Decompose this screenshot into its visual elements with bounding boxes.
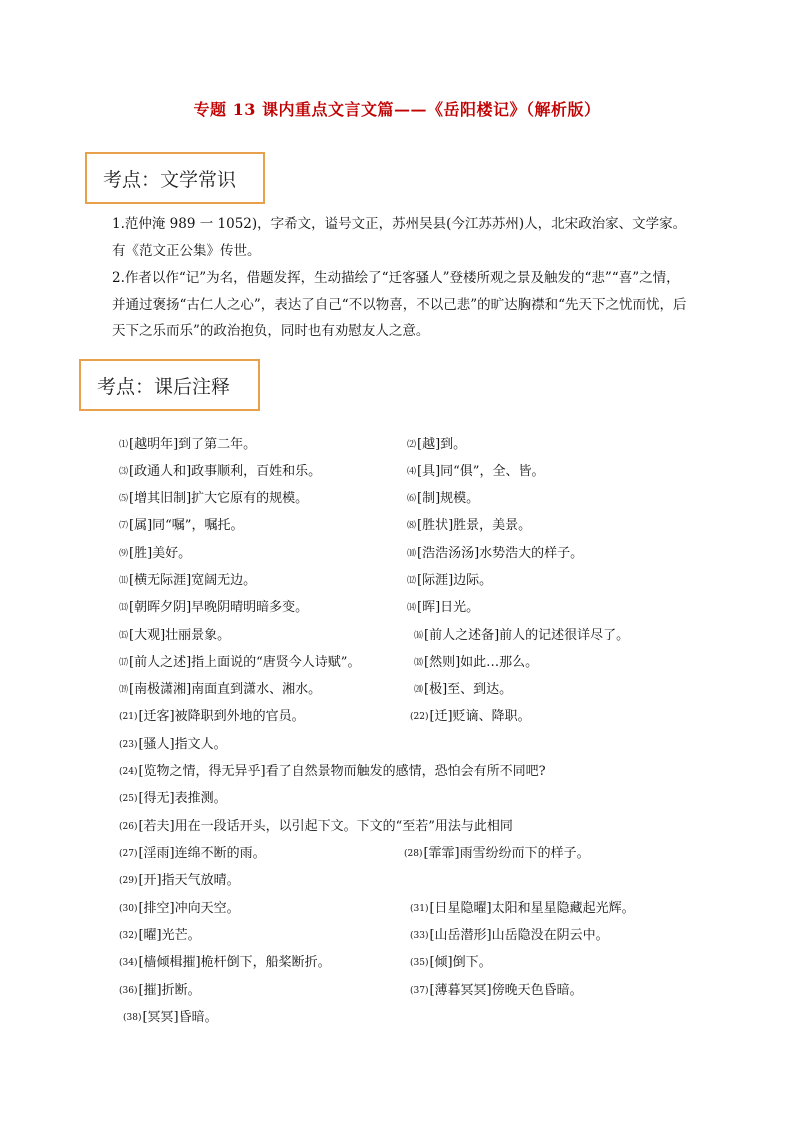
note-text: [胜状]胜景，美景。 <box>417 518 532 533</box>
note-number: ⒅ <box>414 658 424 668</box>
note-text: [迁]贬谪、降职。 <box>429 709 531 724</box>
note-item <box>407 600 479 616</box>
note-text: [薄暮冥冥]傍晚天色昏暗。 <box>429 983 583 998</box>
note-number: ⒀ <box>119 603 129 613</box>
note-number: (24) <box>119 767 138 777</box>
note-number: ⑹ <box>407 494 417 504</box>
note-text: [晖]日光。 <box>417 600 480 615</box>
note-text: [际涯]边际。 <box>417 573 493 588</box>
note-text: [南极潇湘]南面直到潇水、湘水。 <box>129 682 322 697</box>
note-number: (34) <box>119 958 138 968</box>
note-text: [越]到。 <box>417 437 467 452</box>
note-text: [摧]折断。 <box>138 983 201 998</box>
note-item <box>414 655 538 671</box>
note-item <box>119 437 256 453</box>
note-text: [霏霏]雨雪纷纷而下的样子。 <box>423 846 590 861</box>
note-number: (30) <box>119 904 138 914</box>
note-item <box>119 628 230 644</box>
note-item <box>119 846 266 862</box>
note-number: (27) <box>119 849 138 859</box>
note-text: [制]规模。 <box>417 491 480 506</box>
note-number: ⑿ <box>407 576 417 586</box>
note-number: (29) <box>119 876 138 886</box>
note-text: [朝晖夕阴]早晚阴晴明暗多变。 <box>129 600 309 615</box>
note-text: [越明年]到了第二年。 <box>129 437 257 452</box>
note-text: [日星隐曜]太阳和星星隐藏起光辉。 <box>429 901 635 916</box>
note-item <box>119 983 201 999</box>
note-number: (26) <box>119 822 138 832</box>
note-number: ⑺ <box>119 521 129 531</box>
note-text: [增其旧制]扩大它原有的规模。 <box>129 491 309 506</box>
note-item <box>119 791 227 807</box>
note-text: [开]指天气放晴。 <box>138 873 240 888</box>
note-item <box>407 437 466 453</box>
note-item <box>119 737 227 753</box>
note-number: ⑷ <box>407 467 417 477</box>
note-number: ⑼ <box>119 549 129 559</box>
note-item <box>119 464 321 480</box>
note-text: [政通人和]政事顺利，百姓和乐。 <box>129 464 322 479</box>
note-text: [曜]光芒。 <box>138 928 201 943</box>
note-number: ⑾ <box>119 576 129 586</box>
section-heading-label: 考点：课后注释 <box>97 375 231 398</box>
page-title: 专题 13 课内重点文言文篇——《岳阳楼记》（解析版） <box>193 100 601 119</box>
note-number: ⑵ <box>407 440 417 450</box>
note-text: [倾]倒下。 <box>429 955 492 970</box>
note-number: (25) <box>119 794 138 804</box>
note-text: [横无际涯]宽阔无边。 <box>129 573 257 588</box>
note-item <box>407 546 583 562</box>
note-item <box>410 709 531 725</box>
note-item <box>410 955 492 971</box>
note-item <box>119 819 513 835</box>
note-item <box>410 928 609 944</box>
note-item <box>410 901 635 917</box>
note-item <box>404 846 590 862</box>
note-text: [排空]冲向天空。 <box>138 901 240 916</box>
note-item <box>119 546 191 562</box>
note-item <box>119 955 331 971</box>
note-number: ⑽ <box>407 549 417 559</box>
literature-item-2: 2.作者以作“记”为名，借题发挥，生动描绘了“迁客骚人”登楼所观之景及触发的“悲”“喜”之情，并通过褒扬“古仁人之心”，表达了自己“不以物喜，不以己悲”的旷达胸襟和“先天下之忧而忧，后天下之乐而乐”的政治抱负，同时也有劝慰友人之意。 <box>112 270 687 339</box>
note-item <box>119 709 305 725</box>
note-number: ⒁ <box>407 603 417 613</box>
section-heading-notes <box>79 359 260 411</box>
note-text: [迁客]被降职到外地的官员。 <box>138 709 305 724</box>
note-number: (22) <box>410 712 429 722</box>
note-text: [大观]壮丽景象。 <box>129 628 231 643</box>
note-item <box>407 491 479 507</box>
note-item <box>119 573 256 589</box>
note-text: [冥冥]昏暗。 <box>142 1010 218 1025</box>
note-text: [得无]表推测。 <box>138 791 227 806</box>
note-number: (33) <box>410 931 429 941</box>
note-number: ⒂ <box>119 631 129 641</box>
note-number: (28) <box>404 849 423 859</box>
note-item <box>119 928 201 944</box>
section-heading-literature <box>85 152 265 204</box>
note-text: [浩浩汤汤]水势浩大的样子。 <box>417 546 584 561</box>
note-item <box>119 491 308 507</box>
note-item <box>119 764 546 780</box>
note-number: ⑴ <box>119 440 129 450</box>
note-number: ⒄ <box>119 658 129 668</box>
note-number: ⒆ <box>119 685 129 695</box>
note-number: (36) <box>119 986 138 996</box>
note-item <box>119 901 240 917</box>
note-item <box>410 983 583 999</box>
note-item <box>119 682 321 698</box>
note-text: [山岳潜形]山岳隐没在阴云中。 <box>429 928 609 943</box>
note-number: (32) <box>119 931 138 941</box>
note-number: (23) <box>119 740 138 750</box>
note-item <box>119 873 240 889</box>
note-item <box>119 655 360 671</box>
note-text: [前人之述备]前人的记述很详尽了。 <box>424 628 630 643</box>
note-number: ⒇ <box>414 685 424 695</box>
note-number: (38) <box>123 1013 142 1023</box>
note-number: (31) <box>410 904 429 914</box>
note-number: ⑻ <box>407 521 417 531</box>
section-heading-label: 考点：文学常识 <box>103 168 237 191</box>
note-text: [胜]美好。 <box>129 546 192 561</box>
note-item <box>119 600 308 616</box>
note-item <box>414 628 629 644</box>
note-text: [具]同“俱”，全、皆。 <box>417 464 545 479</box>
note-number: (35) <box>410 958 429 968</box>
note-item <box>407 573 492 589</box>
note-item <box>407 518 531 534</box>
note-text: [若夫]用在一段话开头，以引起下文。下文的“至若”用法与此相同 <box>138 819 513 834</box>
literature-item-1: 1.范仲淹 989 一 1052)，字希文，谥号文正，苏州吴县(今江苏苏州)人，北宋政治家、文学家。有《范文正公集》传世。 <box>112 216 687 259</box>
note-text: [前人之述]指上面说的“唐贤今人诗赋”。 <box>129 655 361 670</box>
note-text: [极]至、到达。 <box>424 682 513 697</box>
note-number: ⑶ <box>119 467 129 477</box>
note-text: [览物之情，得无异乎]看了自然景物而触发的感情，恐怕会有所不同吧? <box>138 764 546 779</box>
note-text: [骚人]指文人。 <box>138 737 227 752</box>
note-number: ⑸ <box>119 494 129 504</box>
note-text: [淫雨]连绵不断的雨。 <box>138 846 266 861</box>
note-item <box>123 1010 218 1026</box>
note-text: [属]同“嘱”，嘱托。 <box>129 518 244 533</box>
note-text: [樯倾楫摧]桅杆倒下，船桨断折。 <box>138 955 331 970</box>
note-number: ⒃ <box>414 631 424 641</box>
note-number: (21) <box>119 712 138 722</box>
note-text: [然则]如此…那么。 <box>424 655 539 670</box>
note-item <box>119 518 243 534</box>
note-number: (37) <box>410 986 429 996</box>
note-item <box>407 464 544 480</box>
note-item <box>414 682 512 698</box>
